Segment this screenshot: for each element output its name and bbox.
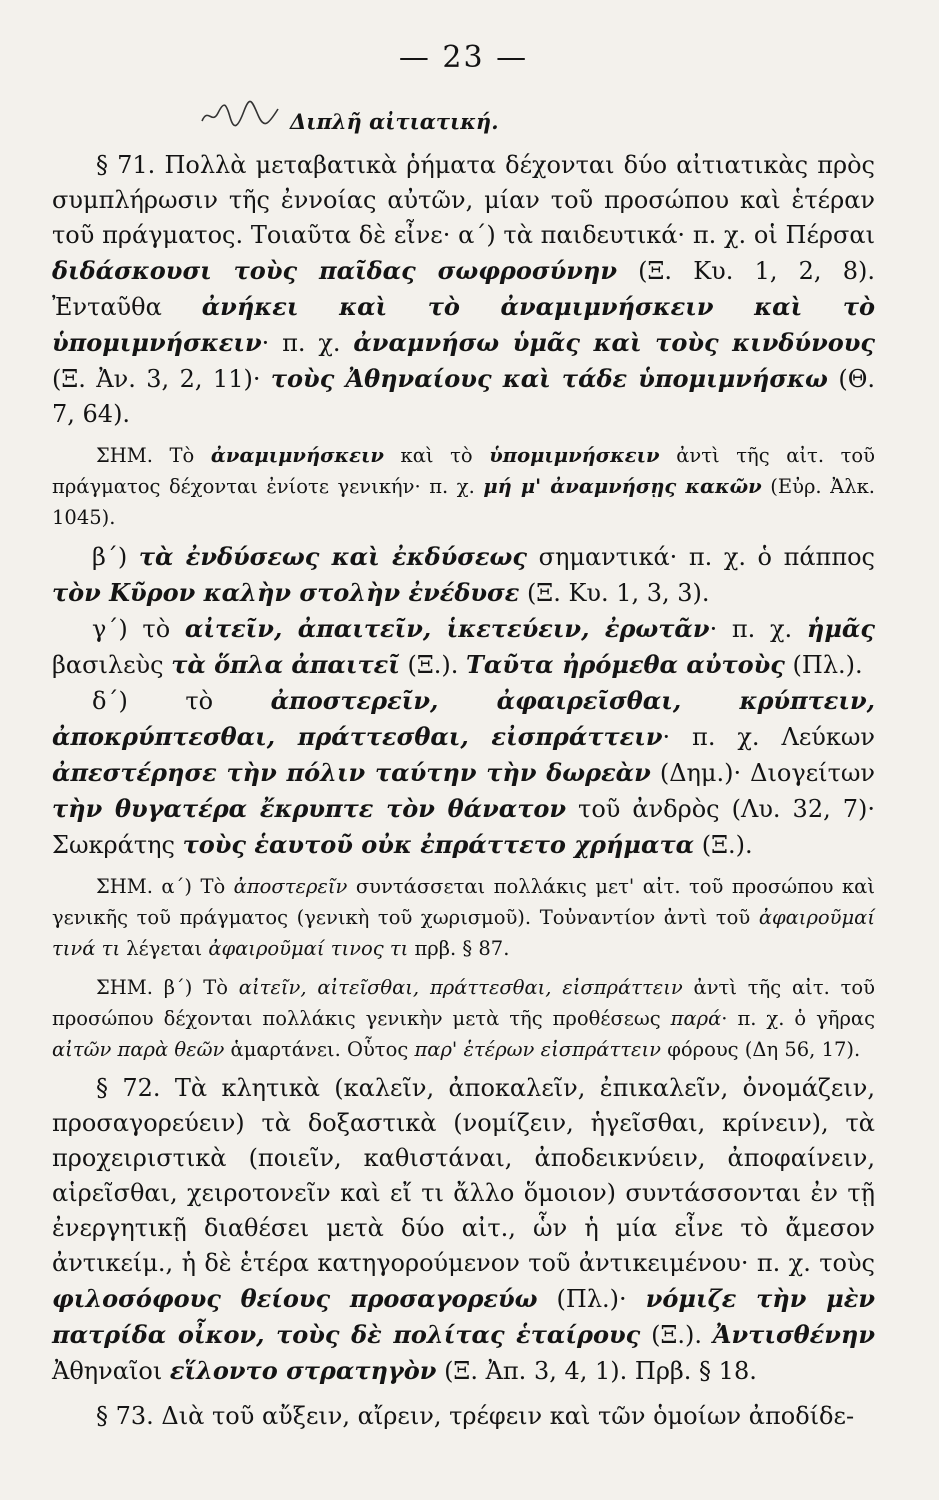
emphasized-text: ἀναμιμνήσκειν (210, 444, 384, 467)
text-run: § 71. Πολλὰ μεταβατικὰ ῥήματα δέχονται δύο αἰτιατικὰς πρὸς συμπλήρωσιν τῆς ἐννοίας αὐτῶν, μίαν τοῦ προσώπου καὶ ἑτέραν τοῦ πράγματος. Τοιαῦτα δὲ εἶνε· α΄) τὰ παιδευτικά· π. χ. οἱ Πέρσαι (52, 151, 875, 249)
text-run: (Δημ.)· Διογείτων (650, 759, 876, 787)
text-run: (Πλ.)· (537, 1285, 646, 1313)
emphasized-text: τοὺς Ἀθηναίους καὶ τάδε ὑπομιμνήσκω (270, 364, 828, 393)
emphasized-text: ἀνήκει καὶ τὸ ἀναμιμνήσκειν καὶ τὸ ὑπομιμνήσκειν (52, 292, 876, 357)
emphasized-text: διδάσκουσι τοὺς παῖδας σωφροσύνην (52, 256, 617, 285)
emphasized-text: Ἀντισθένην (712, 1320, 875, 1349)
text-run: καὶ τὸ (383, 444, 490, 467)
paragraph-73 (52, 1399, 875, 1434)
emphasized-text: τὴν θυγατέρα ἔκρυπτε τὸν θάνατον (52, 794, 567, 823)
note-b (52, 972, 875, 1065)
emphasized-text: μή μ' ἀναμνήσῃς κακῶν (483, 475, 762, 498)
text-run: φόρους (Δη 56, 17). (661, 1038, 861, 1061)
emphasized-text: Ταῦτα ἠρόμεθα αὐτοὺς (466, 650, 785, 679)
text-run: βασιλεὺς (52, 651, 172, 679)
emphasized-text: νόμιζε τὴν μὲν πατρίδα οἶκον, τοὺς δὲ πολίτας ἑταίρους (52, 1284, 875, 1349)
text-run: ἁμαρτάνει. Οὗτος (224, 1038, 415, 1061)
emphasized-text: φιλοσόφους θείους προσαγορεύω (52, 1284, 538, 1313)
emphasized-text: ἀποστερεῖν (233, 875, 348, 898)
text-run: (Ξ. Κυ. 1, 2, 8). Ἐνταῦθα (52, 257, 875, 321)
text-run: β΄) (92, 543, 139, 571)
emphasized-text: τοὺς ἑαυτοῦ οὐκ ἐπράττετο χρήματα (182, 830, 695, 859)
page-number: — 23 — (398, 40, 529, 75)
text-run: (Ξ. Κυ. 1, 3, 3). (519, 579, 710, 607)
emphasized-text: ἡμᾶς (806, 614, 876, 643)
emphasized-text: ἀφαιροῦμαί τινος τι (208, 937, 409, 960)
emphasized-text: ἀφαιροῦμαί τινά τι (52, 906, 875, 960)
text-run: ΣΗΜ. α΄) Τὸ (96, 875, 234, 898)
emphasized-text: ὑπομιμνήσκειν (489, 444, 660, 467)
text-run: (Ξ. Ἀπ. 3, 4, 1). Πρβ. § 18. (436, 1357, 757, 1385)
text-run: (Ξ.). (399, 651, 466, 679)
text-run: πρβ. § 87. (408, 937, 510, 960)
emphasized-text: αἰτῶν παρὰ θεῶν (52, 1038, 225, 1061)
emphasized-text: εἵλοντο στρατηγὸν (169, 1356, 437, 1385)
paragraph-71 (52, 148, 875, 432)
emphasized-text: ἀποστερεῖν, ἀφαιρεῖσθαι, κρύπτειν, ἀποκρύπτεσθαι, πράττεσθαι, εἰσπράττειν (52, 686, 875, 751)
text-run: (Ξ. Ἀν. 3, 2, 11)· (52, 365, 271, 393)
item-d (52, 683, 875, 863)
section-heading (290, 109, 875, 134)
text-run: (Ξ.). (640, 1321, 713, 1349)
paragraph-72 (52, 1071, 875, 1389)
emphasized-text: τὰ ἐνδύσεως καὶ ἐκδύσεως (138, 542, 528, 571)
text-run: ἀντὶ τῆς αἰτ. τοῦ πράγματος δέχονται ἐνίοτε γενικήν· π. χ. (52, 444, 876, 498)
text-run: (Πλ.). (784, 651, 863, 679)
text-run: σημαντικά· π. χ. ὁ πάππος (527, 543, 875, 571)
text-run: ΣΗΜ. Τὸ (96, 444, 211, 467)
text-run: (Εὐρ. Ἀλκ. 1045). (52, 475, 875, 529)
emphasized-text: παρά (670, 1007, 722, 1030)
text-run: δ΄) τὸ (92, 687, 271, 715)
text-run: § 73. Διὰ τοῦ αὔξειν, αἴρειν, τρέφειν καὶ τῶν ὁμοίων ἀποδίδε- (96, 1402, 855, 1430)
text-run: § 72. Τὰ κλητικὰ (καλεῖν, ἀποκαλεῖν, ἐπικαλεῖν, ὀνομάζειν, προσαγορεύειν) τὰ δοξαστικὰ (νομίζειν, ἡγεῖσθαι, κρίνειν), τὰ προχειριστικὰ (ποιεῖν, καθιστάναι, ἀποδεικνύειν, ἀποφαίνειν, αἱρεῖσθαι, χειροτονεῖν καὶ εἴ τι ἄλλο ὅμοιον) συντάσσονται ἐν τῇ ἐνεργητικῇ διαθέσει μετὰ δύο αἰτ., ὧν ἡ μία εἶνε τὸ ἄμεσον ἀντικείμ., ἡ δὲ ἑτέρα κατηγορούμενον τοῦ ἀντικειμένου· π. χ. τοὺς (52, 1074, 875, 1277)
emphasized-text: τὸν Κῦρον καλὴν στολὴν ἐνέδυσε (52, 578, 520, 607)
note-71 (52, 440, 875, 533)
emphasized-text: ἀπεστέρησε τὴν πόλιν ταύτην τὴν δωρεὰν (52, 758, 651, 787)
text-run: · π. χ. (709, 615, 807, 643)
emphasized-text: τὰ ὅπλα ἀπαιτεῖ (171, 650, 400, 679)
text-run: · π. χ. (261, 329, 354, 357)
text-run: Ἀθηναῖοι (52, 1357, 170, 1385)
text-run: γ΄) τὸ (92, 615, 185, 643)
text-run: (Ξ.). (694, 831, 753, 859)
text-run: (Θ. 7, 64). (52, 365, 875, 428)
emphasized-text: αἰτεῖν, αἰτεῖσθαι, πράττεσθαι, εἰσπράττειν (238, 976, 683, 999)
text-run: συντάσσεται πολλάκις μετ' αἰτ. τοῦ προσώπου καὶ γενικῆς τοῦ πράγματος (γενικὴ τοῦ χωρισμοῦ). Τοὐναντίον ἀντὶ τοῦ (52, 875, 875, 929)
text-run: · π. χ. Λεύκων (662, 723, 875, 751)
text-run: ἀντὶ τῆς αἰτ. τοῦ προσώπου δέχονται πολλάκις γενικὴν μετὰ τῆς προθέσεως (52, 976, 875, 1030)
item-c (52, 611, 875, 683)
section-heading-text: Διπλῆ αἰτιατική. (290, 109, 499, 134)
text-run: ΣΗΜ. β΄) Τὸ (96, 976, 239, 999)
note-a (52, 871, 875, 964)
handwritten-squiggle-icon (198, 99, 282, 129)
item-b (52, 539, 875, 611)
emphasized-text: ἀναμνήσω ὑμᾶς καὶ τοὺς κινδύνους (353, 328, 875, 357)
text-run: τοῦ ἀνδρὸς (Λυ. 32, 7)· Σωκράτης (52, 795, 875, 859)
text-run: · π. χ. ὁ γῆρας (721, 1007, 875, 1030)
emphasized-text: αἰτεῖν, ἀπαιτεῖν, ἱκετεύειν, ἐρωτᾶν (184, 614, 710, 643)
emphasized-text: παρ' ἑτέρων εἰσπράττειν (414, 1038, 662, 1061)
text-run: λέγεται (120, 937, 209, 960)
